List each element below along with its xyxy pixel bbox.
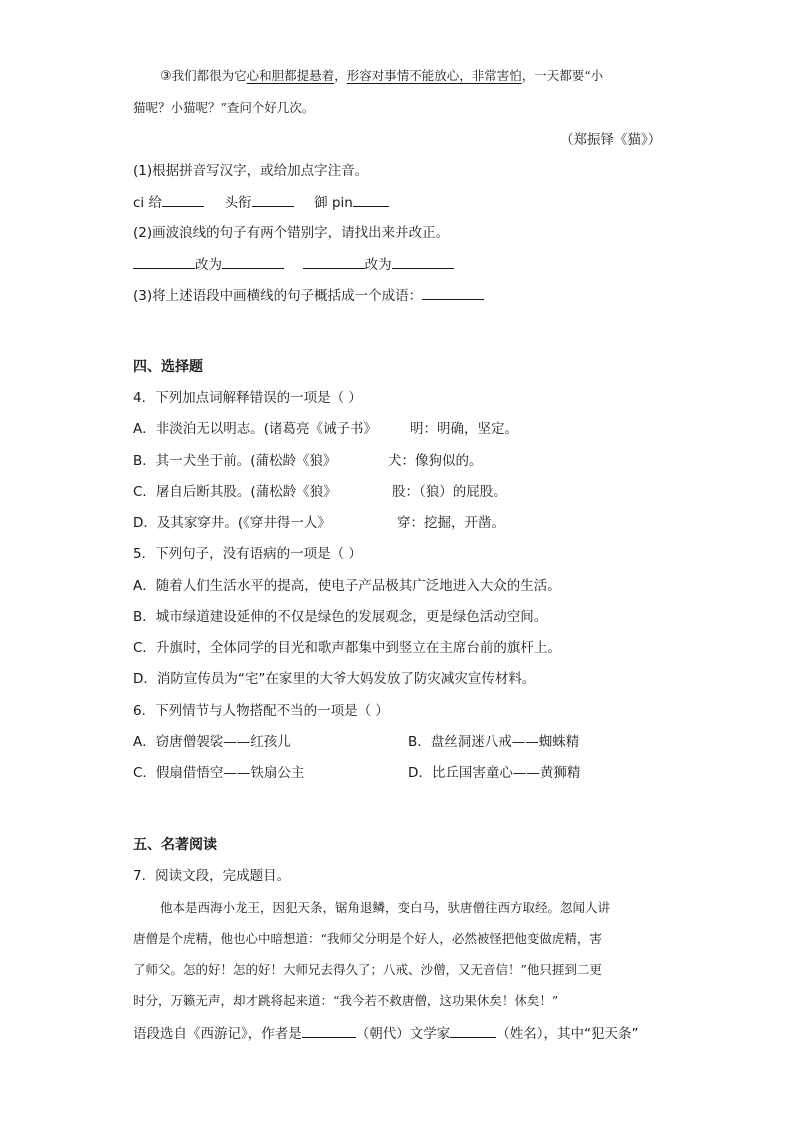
q3-part2-blanks — [133, 254, 454, 275]
q4-option-a-explanation: 明：明确，坚定。 — [410, 421, 518, 437]
q5-option-c: C．升旗时，全体同学的目光和歌声都集中到竖立在主席台前的旗杆上。 — [133, 640, 561, 656]
q4-stem: 4．下列加点词解释错误的一项是（ ） — [133, 390, 362, 406]
q6-option-b: B．盘丝洞迷八戒——蜘蛛精 — [408, 734, 580, 750]
q5-stem: 5．下列句子，没有语病的一项是（ ） — [133, 546, 362, 562]
answer-blank[interactable] — [133, 254, 195, 269]
answer-blank-dynasty[interactable] — [302, 1023, 356, 1038]
pinyin-item-3: 御 pin — [314, 195, 353, 211]
passage-text: ，一天都要“小 — [521, 68, 604, 83]
q5-option-d: D．消防宣传员为“宅”在家里的大爷大妈发放了防灾减灾宣传材料。 — [133, 671, 536, 687]
answer-blank-name[interactable] — [450, 1023, 496, 1038]
q5-option-b: B．城市绿道建设延伸的不仅是绿色的发展观念，更是绿色活动空间。 — [133, 609, 548, 625]
passage-source: （郑振铎《猫》） — [560, 132, 662, 148]
answer-blank[interactable] — [422, 285, 484, 300]
passage-text: 我们都很为它 — [171, 68, 247, 83]
answer-blank[interactable] — [392, 254, 454, 269]
section-4-title: 四、选择题 — [133, 359, 203, 375]
q3-part3 — [133, 285, 484, 306]
q7-text-c: （姓名），其中“犯天条” — [496, 1026, 639, 1042]
q4-option-b: B．其一犬坐于前。(蒲松龄《狼》 — [133, 453, 337, 469]
q6-option-c: C．假扇借悟空——铁扇公主 — [133, 765, 305, 781]
reading-line-2: 唐僧是个虎精，他也心中暗想道：“我师父分明是个好人，必然被怪把他变做虎精，害 — [133, 931, 602, 946]
q3-part2: (2)画波浪线的句子有两个错别字，请找出来并改正。 — [133, 225, 450, 241]
q4-option-c: C．屠自后断其股。(蒲松龄《狼》 — [133, 484, 337, 500]
passage-line-2: 猫呢？小猫呢？”查问个好几次。 — [133, 100, 315, 115]
passage-line-1 — [160, 66, 603, 87]
q6-option-d: D．比丘国害童心——黄狮精 — [408, 765, 581, 781]
q7-question-line — [133, 1023, 639, 1044]
q3-part3-text: (3)将上述语段中画横线的句子概括成一个成语： — [133, 288, 423, 304]
wavy-sentence: 形容对事情不能放心，非常害怕 — [346, 68, 522, 83]
reading-line-4: 时分，万籁无声，却才跳将起来道：“我今若不救唐僧，这功果休矣！休矣！” — [133, 993, 559, 1008]
answer-blank[interactable] — [303, 254, 365, 269]
answer-blank[interactable] — [353, 192, 389, 207]
section-5-title: 五、名著阅读 — [133, 837, 217, 853]
paragraph-number: ③ — [160, 69, 172, 84]
q4-option-b-explanation: 犬：像狗似的。 — [388, 453, 483, 469]
answer-blank[interactable] — [222, 254, 284, 269]
q6-option-a: A．窃唐僧袈裟——红孩儿 — [133, 734, 291, 750]
underlined-sentence: 心和胆都提悬着 — [246, 68, 335, 83]
passage-text: ， — [334, 68, 347, 83]
q3-part1-blanks — [133, 192, 389, 213]
q4-option-a: A．非淡泊无以明志。(诸葛亮《诫子书》 — [133, 421, 378, 437]
answer-blank[interactable] — [162, 192, 204, 207]
change-to-label: 改为 — [195, 257, 222, 273]
reading-line-3: 了师父。怎的好！怎的好！大师兄去得久了；八戒、沙僧，又无音信！”他只捱到二更 — [133, 962, 602, 977]
pinyin-item-1: ci 给 — [133, 195, 162, 211]
q4-option-d-explanation: 穿：挖掘，开凿。 — [397, 515, 505, 531]
q4-option-c-explanation: 股：（狼）的屁股。 — [392, 484, 507, 500]
q7-stem: 7．阅读文段，完成题目。 — [133, 868, 291, 884]
answer-blank[interactable] — [252, 192, 294, 207]
q7-text-b: （朝代）文学家 — [355, 1026, 451, 1042]
q7-text-a: 语段选自《西游记》，作者是 — [133, 1026, 302, 1042]
q3-part1: (1)根据拼音写汉字，或给加点字注音。 — [133, 163, 369, 179]
q4-option-d: D．及其家穿井。(《穿井得一人》 — [133, 515, 331, 531]
pinyin-item-2: 头衔 — [224, 195, 252, 211]
reading-line-1: 他本是西海小龙王，因犯天条，锯角退鳞，变白马，驮唐僧往西方取经。忽闻人讲 — [160, 900, 611, 915]
q6-stem: 6．下列情节与人物搭配不当的一项是（ ） — [133, 703, 389, 719]
change-to-label: 改为 — [364, 257, 392, 273]
q5-option-a: A．随着人们生活水平的提高，使电子产品极其广泛地进入大众的生活。 — [133, 578, 561, 594]
